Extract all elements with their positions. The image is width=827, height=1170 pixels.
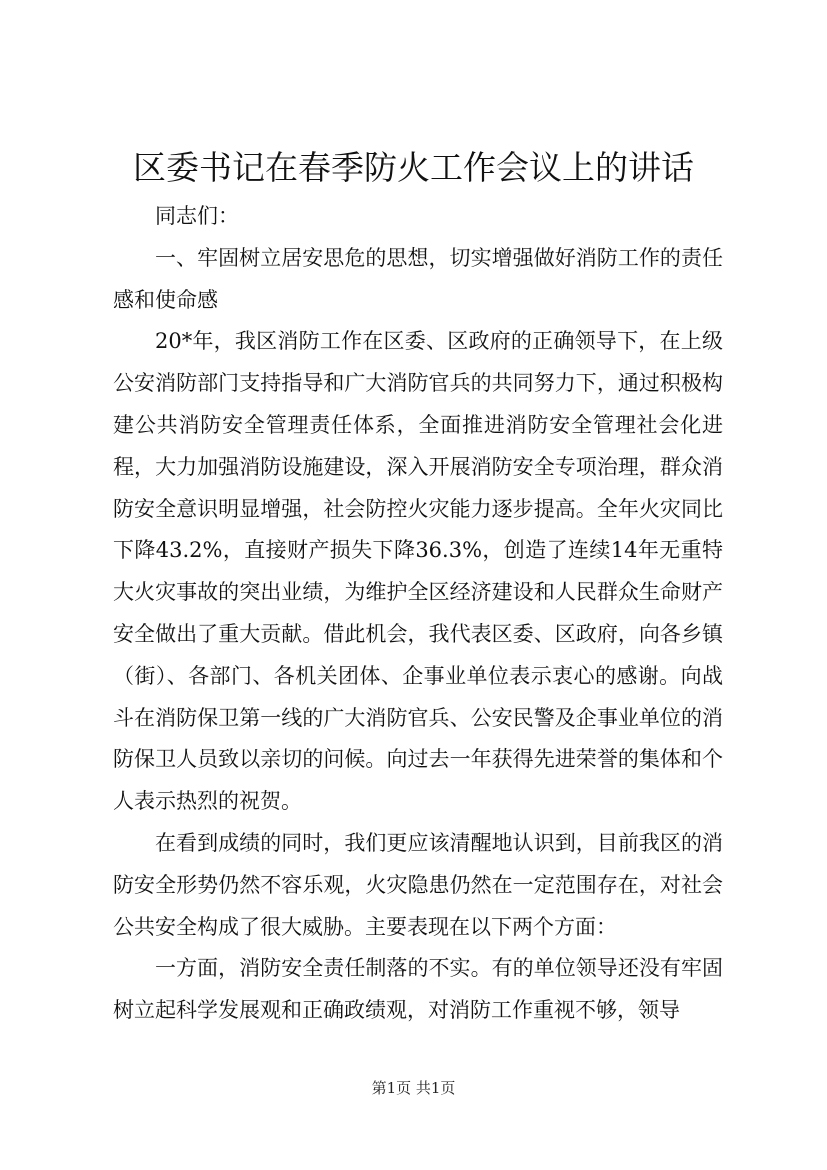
body-paragraph: 20*年，我区消防工作在区委、区政府的正确领导下，在上级公安消防部门支持指导和广大消防官兵的共同努力下，通过积极构建公共消防安全管理责任体系，全面推进消防安全管理社会化进程，大力加强消防设施建设，深入开展消防安全专项治理，群众消防安全意识明显增强，社会防控火灾能力逐步提高。全年火灾同比下降43.2%，直接财产损失下降36.3%，创造了连续14年无重特大火灾事故的突出业绩，为维护全区经济建设和人民群众生命财产安全做出了重大贡献。借此机会，我代表区委、区政府，向各乡镇（街）、各部门、各机关团体、企事业单位表示衷心的感谢。向战斗在消防保卫第一线的广大消防官兵、公安民警及企事业单位的消防保卫人员致以亲切的问候。向过去一年获得先进荣誉的集体和个人表示热烈的祝贺。 <box>113 329 723 814</box>
section-heading-paragraph: 一、牢固树立居安思危的思想，切实增强做好消防工作的责任感和使命感 <box>113 245 723 312</box>
page-footer: 第1页 共1页 <box>371 1079 456 1097</box>
body-paragraph: 一方面，消防安全责任制落的不实。有的单位领导还没有牢固树立起科学发展观和正确政绩观，对消防工作重视不够，领导 <box>113 956 723 1023</box>
document-body <box>113 196 723 1032</box>
body-paragraph: 在看到成绩的同时，我们更应该清醒地认识到，目前我区的消防安全形势仍然不容乐观，火灾隐患仍然在一定范围存在，对社会公共安全构成了很大威胁。主要表现在以下两个方面： <box>113 830 723 939</box>
salutation-paragraph: 同志们： <box>155 204 239 228</box>
document-title: 区委书记在春季防火工作会议上的讲话 <box>133 148 694 187</box>
